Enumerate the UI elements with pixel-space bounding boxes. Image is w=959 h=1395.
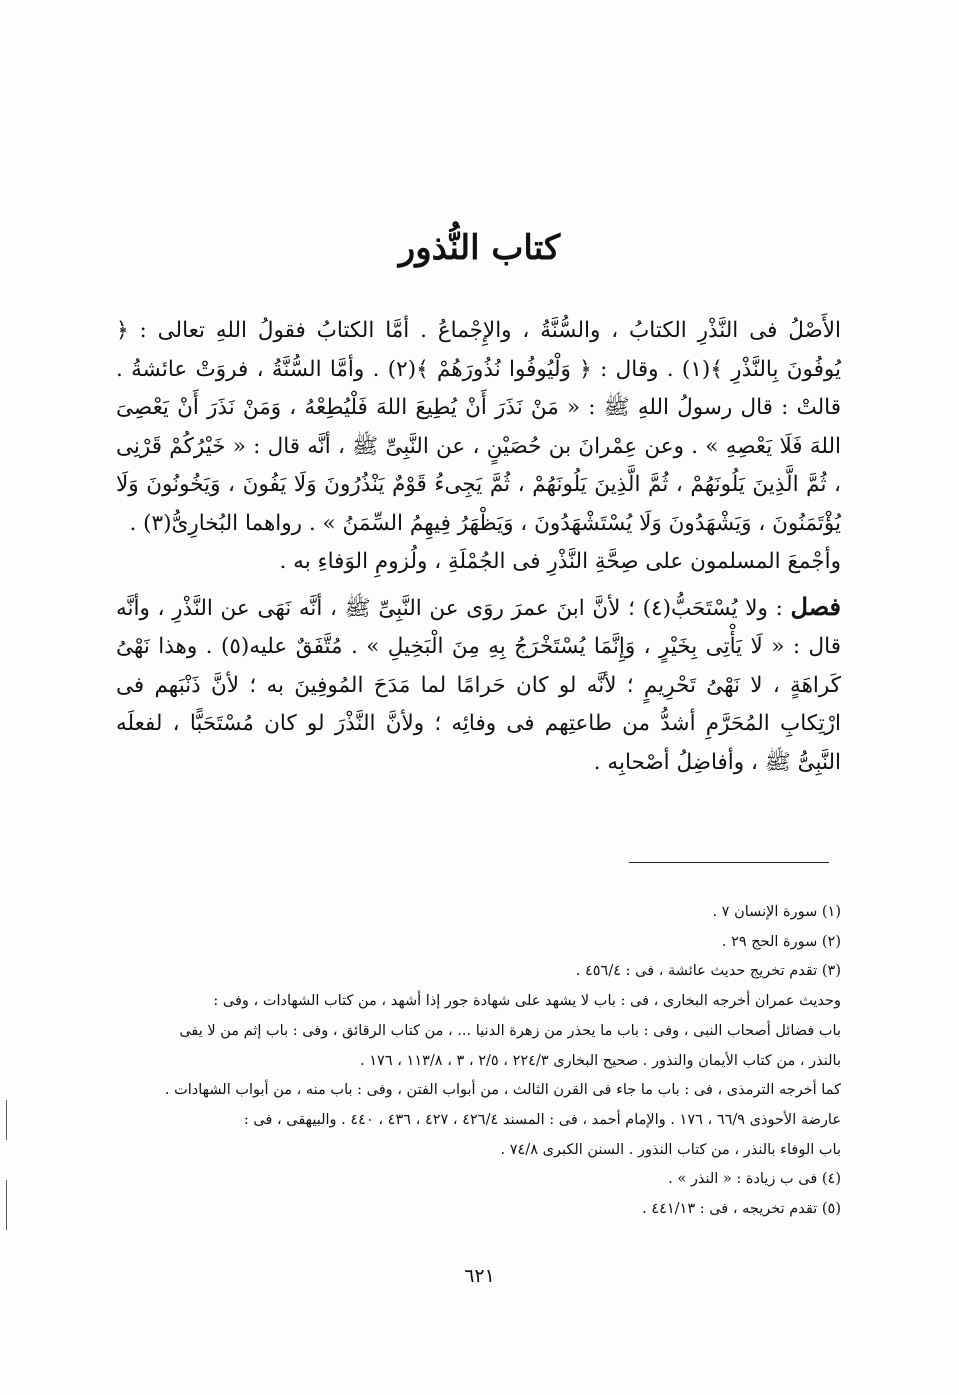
main-text	[116, 312, 841, 782]
footnote-line: بالنذر ، من كتاب الأيمان والنذور . صحيح البخارى ٢٢٤/٣ ، ٢/٥ ، ٣ ، ١١٣/٨ ، ١٧٦ .	[360, 1052, 841, 1069]
footnote-line: باب فضائل أصحاب النبى ، وفى : باب ما يحذر من زهرة الدنيا ... ، من كتاب الرقائق ، وفى : باب إثم من لا يفى	[179, 1022, 841, 1039]
scan-margin-mark	[6, 1180, 7, 1230]
fasl-text: : ولا يُسْتَحَبُّ(٤) ؛ لأنَّ ابنَ عمرَ روَى عن النَّبِىِّ ﷺ ، أنَّه نَهَى عن النَّذْرِ ، وأنَّه قال : « لَا يَأْتِى بِخَيْرٍ ، وَإِنَّمَا يُسْتَخْرَجُ بِهِ مِنَ الْبَخِيلِ » . مُتَّفَقٌ عليه(٥) . وهذا نَهْىُ كَراهَةٍ ، لا نَهْىُ تَحْرِيمٍ ؛ لأنَّه لو كان حَرامًا لما مَدَحَ المُوفِينَ به ؛ لأنَّ ذَنْبَهم فى ارْتِكابِ المُحَرَّمِ أشدُّ من طاعتِهم فى وفائِه ؛ ولأنَّ النَّذْرَ لو كان مُسْتَحَبًّا ، لفعلَه النَّبِىُّ ﷺ ، وأفاضِلُ أصْحابِه .	[116, 595, 841, 775]
footnote-line: (١) سورة الإنسان ٧ .	[712, 904, 841, 920]
footnote-line: عارضة الأحوذى ٦٦/٩ ، ١٧٦ . والإمام أحمد ، فى : المسند ٤٢٦/٤ ، ٤٢٧ ، ٤٣٦ ، ٤٤٠ . والبيهقى ، فى :	[243, 1111, 841, 1128]
footnote-line: (٥) تقدم تخريجه ، فى : ٤٤١/١٣ .	[642, 1201, 841, 1218]
chapter-title: كتاب النُّذور	[398, 228, 561, 268]
paragraph-intro: الأَصْلُ فى النَّذْرِ الكتابُ ، والسُّنَّةُ ، والإِجْماعُ . أمَّا الكتابُ فقولُ اللهِ تعالى : ﴿ يُوفُونَ بِالنَّذْرِ ﴾(١) . وقال : ﴿ وَلْيُوفُوا نُذُورَهُمْ ﴾(٢) . وأمَّا السُّنَّةُ ، فروَتْ عائشةُ . قالتْ : قال رسولُ اللهِ ﷺ : « مَنْ نَذَرَ أَنْ يُطِيعَ اللهَ فَلْيُطِعْهُ ، وَمَنْ نَذَرَ أَنْ يَعْصِىَ اللهَ فَلَا يَعْصِهِ » . وعن عِمْرانَ بن حُصَيْنٍ ، عن النَّبِىِّ ﷺ ، أنَّه قال : « خَيْرُكُمْ قَرْنِى ، ثُمَّ الَّذِينَ يَلُونَهُمْ ، ثُمَّ الَّذِينَ يَلُونَهُمْ ، ثُمَّ يَجِىءُ قَوْمٌ يَنْذُرُونَ وَلَا يَفُونَ ، وَيَخُونُونَ وَلَا يُؤْتَمَنُونَ ، وَيَشْهَدُونَ وَلَا يُسْتَشْهَدُونَ ، وَيَظْهَرُ فِيهِمُ السِّمَنُ » . رواهما البُخارِىُّ(٣) .	[116, 318, 841, 536]
footnote-line: كما أخرجه الترمذى ، فى : باب ما جاء فى القرن الثالث ، من أبواب الفتن ، وفى : باب منه ، من أبواب الشهادات .	[164, 1082, 841, 1099]
footnote-line: باب الوفاء بالنذر ، من كتاب النذور . السنن الكبرى ٧٤/٨ .	[500, 1141, 841, 1158]
footnote-separator	[629, 862, 829, 863]
footnote-line: (٤) فى ب زيادة : « النذر » .	[668, 1171, 841, 1188]
paragraph-fasl	[116, 588, 841, 783]
fasl-label: فصل	[790, 591, 841, 621]
footnote-line: (٣) تقدم تخريج حديث عائشة ، فى : ٤٥٦/٤ .	[575, 963, 841, 980]
scan-margin-mark	[6, 1100, 7, 1140]
footnotes	[116, 898, 841, 1225]
footnote-line: (٢) سورة الحج ٢٩ .	[721, 933, 841, 950]
paragraph-consensus: وأجْمعَ المسلمون على صِحَّةِ النَّذْرِ فى الجُمْلَةِ ، ولُزومِ الوَفاءِ به .	[279, 549, 841, 574]
page-number: ٦٢١	[464, 1265, 495, 1287]
footnote-line: وحديث عمران أخرجه البخارى ، فى : باب لا يشهد على شهادة جور إذا أشهد ، من كتاب الشهادات ، وفى :	[213, 993, 841, 1010]
